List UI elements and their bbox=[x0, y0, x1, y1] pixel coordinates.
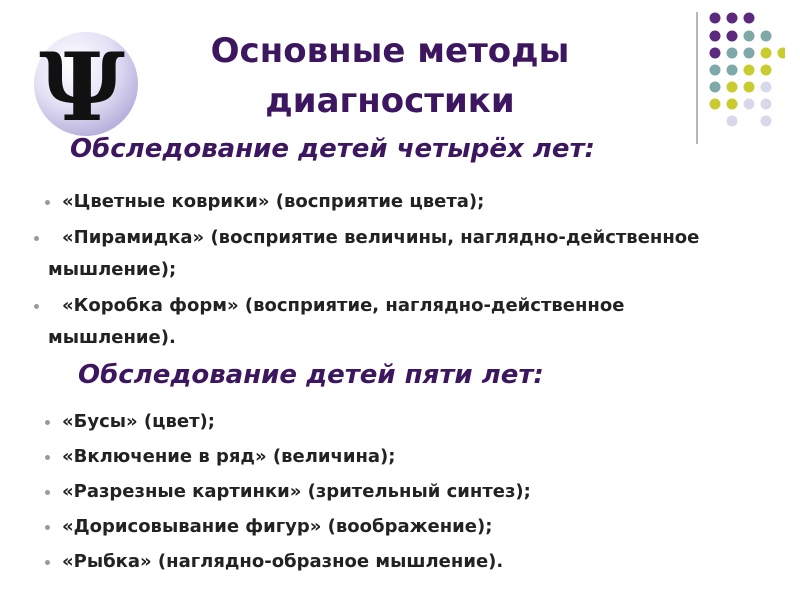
decorative-dot-grid bbox=[705, 10, 785, 130]
list-five-years bbox=[42, 406, 742, 581]
svg-text:Ψ: Ψ bbox=[39, 33, 125, 140]
decorative-divider bbox=[696, 12, 698, 144]
dot-row-7 bbox=[727, 116, 772, 127]
list-item: «Цветные коврики» (восприятие цвета); bbox=[42, 186, 742, 218]
list-item: «Пирамидка» (восприятие величины, наглядно-действенное мышление); bbox=[42, 222, 742, 286]
bullet-icon bbox=[45, 420, 50, 425]
list-item: «Включение в ряд» (величина); bbox=[42, 441, 742, 473]
bullet-icon bbox=[34, 236, 39, 241]
bullet-icon bbox=[34, 304, 39, 309]
psi-logo-icon bbox=[30, 28, 142, 140]
title-line-1: Основные методы bbox=[210, 31, 570, 71]
bullet-icon bbox=[45, 525, 50, 530]
list-item: «Рыбка» (наглядно-образное мышление). bbox=[42, 546, 742, 578]
section-heading-four-years: Обследование детей четырёх лет: bbox=[70, 134, 595, 164]
list-item: «Дорисовывание фигур» (воображение); bbox=[42, 511, 742, 543]
bullet-icon bbox=[45, 560, 50, 565]
dot-row-2 bbox=[710, 31, 772, 42]
bullet-icon bbox=[45, 200, 50, 205]
dot-row-3 bbox=[710, 48, 786, 59]
list-item: «Разрезные картинки» (зрительный синтез); bbox=[42, 476, 742, 508]
dot-row-4 bbox=[710, 65, 772, 76]
section-heading-five-years: Обследование детей пяти лет: bbox=[78, 360, 544, 390]
list-item: «Коробка форм» (восприятие, наглядно-действенное мышление). bbox=[42, 290, 742, 354]
bullet-icon bbox=[45, 455, 50, 460]
list-item: «Бусы» (цвет); bbox=[42, 406, 742, 438]
bullet-icon bbox=[45, 490, 50, 495]
dot-row-5 bbox=[710, 82, 772, 93]
list-four-years bbox=[42, 186, 742, 358]
page-title bbox=[150, 26, 630, 126]
title-line-2: диагностики bbox=[265, 81, 515, 121]
dot-row-1 bbox=[710, 13, 755, 24]
dot-row-6 bbox=[710, 99, 772, 110]
